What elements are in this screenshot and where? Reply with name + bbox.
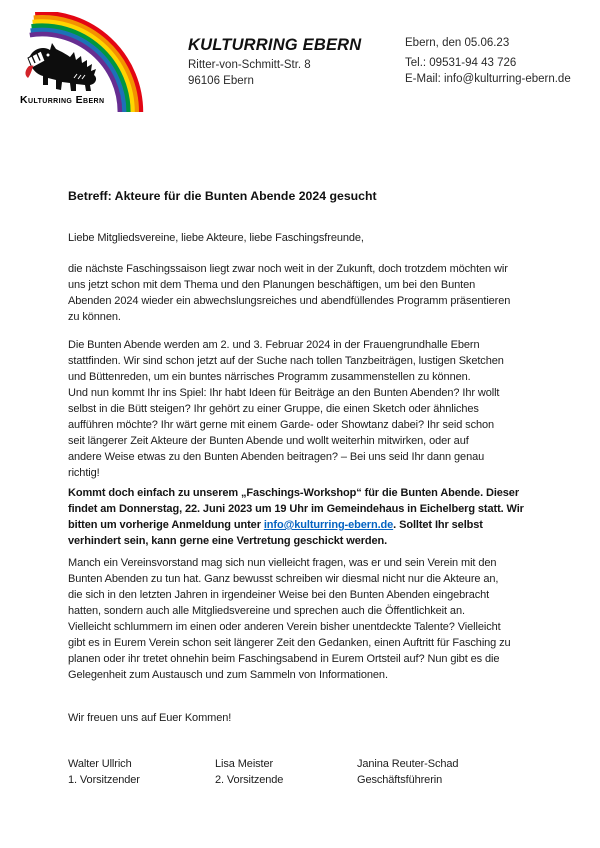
signature-lisa-meister: Lisa Meister 2. Vorsitzende xyxy=(215,758,284,786)
workshop-text-before-link: Kommt doch einfach zu unserem „Faschings-Workshop“ für die Bunten Abende. Dieser findet am Donnerstag, 22. Juni 2023 um 19 Uhr im Gemeindehaus in Eichelberg statt. Wir bitten um vorherige Anmeldung unter xyxy=(68,487,524,531)
greeting: Liebe Mitgliedsvereine, liebe Akteure, liebe Faschingsfreunde, xyxy=(68,232,364,244)
paragraph-workshop xyxy=(68,485,524,549)
subject-line: Betreff: Akteure für die Bunten Abende 2024 gesucht xyxy=(68,189,377,203)
org-name: KULTURRING EBERN xyxy=(188,36,362,54)
logo-caption: Kulturring Ebern xyxy=(20,94,105,106)
signature-walter-ullrich: Walter Ullrich 1. Vorsitzender xyxy=(68,758,140,786)
org-address: Ritter-von-Schmitt-Str. 8 96106 Ebern xyxy=(188,59,311,87)
letter-date: Ebern, den 05.06.23 xyxy=(405,37,510,49)
org-contact: Tel.: 09531-94 43 726 E-Mail: info@kulturring-ebern.de xyxy=(405,57,571,85)
paragraph-event-details: Die Bunten Abende werden am 2. und 3. Februar 2024 in der Frauengrundhalle Ebern stattfinden. Wir sind schon jetzt auf der Suche nach tollen Tanzbeiträgen, lustigen Sketchen und Büttenreden, um ein buntes närrisches Programm zusammenstellen zu können. Und nun kommt Ihr ins Spiel: Ihr habt Ideen für Beiträge an den Bunten Abenden? Ihr wollt selbst in die Bütt steigen? Ihr gehört zu einer Gruppe, die einen Sketch oder ähnliches aufführen möchte? Ihr wärt gerne mit einem Garde- oder Showtanz dabei? Ihr seid schon seit längerer Zeit Akteure der Bunten Abende und wollt weiterhin mitwirken, oder auf andere Weise etwas zu den Bunten Abenden beitragen? – Bei uns seid Ihr dann genau richtig! xyxy=(68,339,504,479)
paragraph-clubs: Manch ein Vereinsvorstand mag sich nun vielleicht fragen, was er und sein Verein mit den Bunten Abenden zu tun hat. Ganz bewusst schreiben wir diesmal nicht nur die Akteure an, die sich in den letzten Jahren in irgendeiner Weise bei den Bunten Abenden eingebracht hatten, sondern auch alle Mitgliedsvereine und sprechen auch die Öffentlichkeit an. Vielleicht schlummern im einen oder anderen Verein bisher unentdeckte Talente? Vielleicht gibt es in Eurem Verein schon seit längerer Zeit den Gedanken, einen Auftritt für Fasching zu planen oder ihr tretet ohnehin beim Faschingsabend in Eurem Ortsteil auf? Nun gibt es die Gelegenheit zum Austausch und zum Sammeln von Informationen. xyxy=(68,557,511,681)
kulturring-logo xyxy=(18,12,146,124)
paragraph-intro: die nächste Faschingssaison liegt zwar noch weit in der Zukunft, doch trotzdem möchten wir uns jetzt schon mit dem Thema und den Planungen beschäftigen, um bei den Bunten Abenden 2024 wieder ein abwechslungsreiches und abendfüllendes Programm präsentieren zu können. xyxy=(68,263,511,323)
signature-janina-reuter-schad: Janina Reuter-Schad Geschäftsführerin xyxy=(357,758,459,786)
rainbow-boar-icon xyxy=(18,12,146,124)
email-link[interactable]: info@kulturring-ebern.de xyxy=(263,519,394,531)
closing-line: Wir freuen uns auf Euer Kommen! xyxy=(68,712,232,724)
boar-icon xyxy=(25,43,96,91)
workshop-text-after-link: . Solltet Ihr selbst verhindert sein, kann gerne eine Vertretung geschickt werden. xyxy=(68,519,483,547)
